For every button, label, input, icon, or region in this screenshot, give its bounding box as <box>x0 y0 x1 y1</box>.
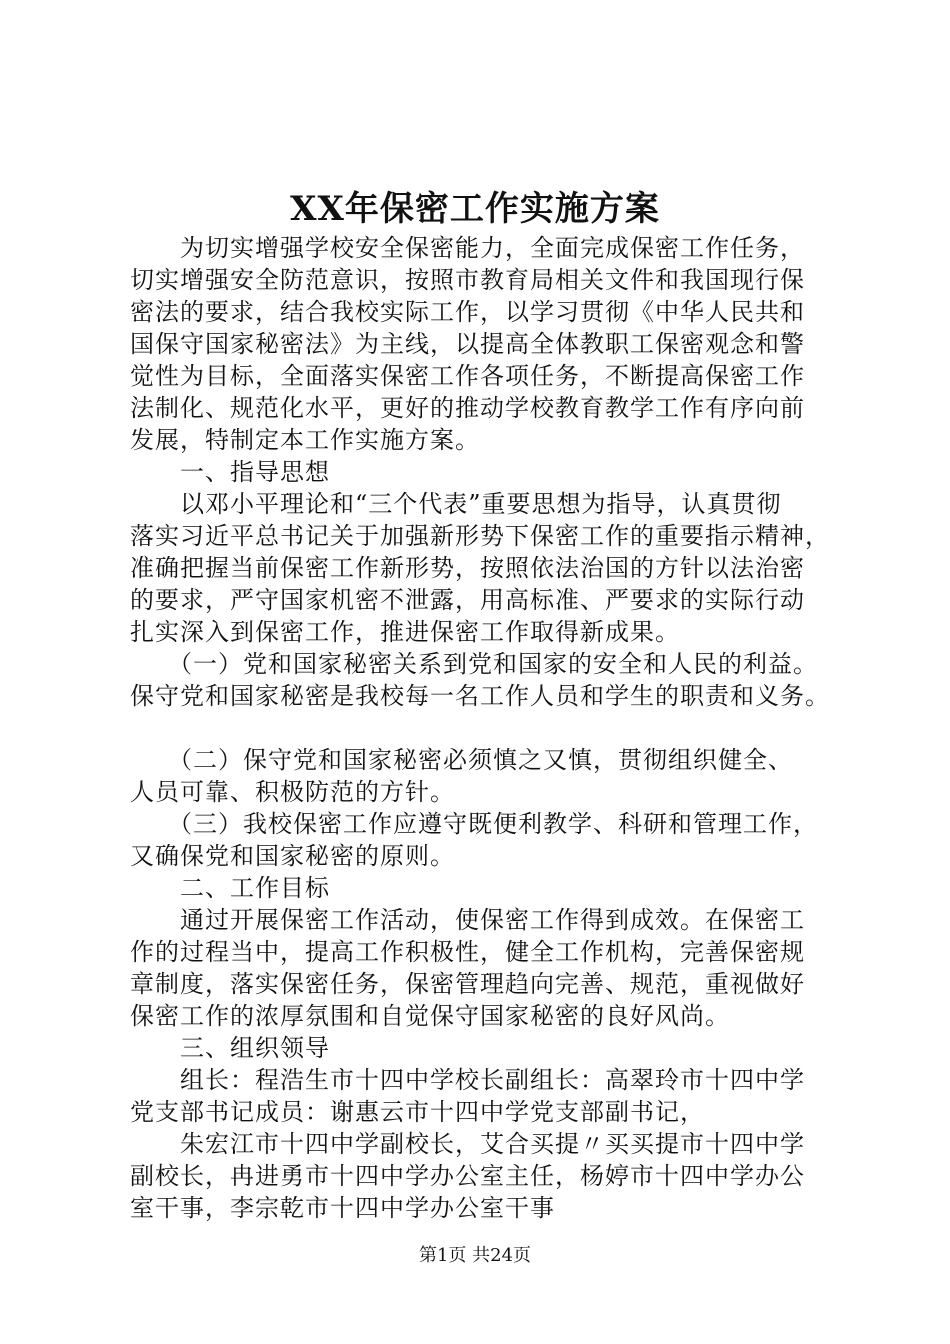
text-line: （三）我校保密工作应遵守既便利教学、科研和管理工作， <box>130 810 818 838</box>
text-line: 觉性为目标，全面落实保密工作各项任务，不断提高保密工作 <box>130 362 805 390</box>
blank-line <box>130 712 840 744</box>
text-line: 室干事，李宗乾市十四中学办公室干事 <box>130 1194 555 1222</box>
text-line: 密法的要求，结合我校实际工作，以学习贯彻《中华人民共和 <box>130 298 805 326</box>
section-heading: 三、组织领导 <box>130 1034 330 1062</box>
text-line: 组长：程浩生市十四中学校长副组长：高翠玲市十四中学 <box>130 1066 805 1094</box>
document-body <box>130 232 840 1224</box>
text-line: （一）党和国家秘密关系到党和国家的安全和人民的利益。 <box>130 650 818 678</box>
text-line: 法制化、规范化水平，更好的推动学校教育教学工作有序向前 <box>130 394 805 422</box>
text-line: 作的过程当中，提高工作积极性，健全工作机构，完善保密规 <box>130 938 805 966</box>
text-line: （二）保守党和国家秘密必须慎之又慎，贯彻组织健全、 <box>130 746 793 774</box>
text-line: 的要求，严守国家机密不泄露，用高标准、严要求的实际行动 <box>130 586 805 614</box>
text-line: 发展，特制定本工作实施方案。 <box>130 426 480 454</box>
text-line: 通过开展保密工作活动，使保密工作得到成效。在保密工 <box>130 906 805 934</box>
text-line: 又确保党和国家秘密的原则。 <box>130 842 455 870</box>
text-line: 副校长，冉进勇市十四中学办公室主任，杨婷市十四中学办公 <box>130 1162 805 1190</box>
text-line: 党支部书记成员：谢惠云市十四中学党支部副书记， <box>130 1098 705 1126</box>
text-line: 落实习近平总书记关于加强新形势下保密工作的重要指示精神， <box>130 522 830 550</box>
text-line: 章制度，落实保密任务，保密管理趋向完善、规范，重视做好 <box>130 970 805 998</box>
text-line: 保密工作的浓厚氛围和自觉保守国家秘密的良好风尚。 <box>130 1002 730 1030</box>
text-line: 保守党和国家秘密是我校每一名工作人员和学生的职责和义务。 <box>130 682 830 710</box>
text-line: 人员可靠、积极防范的方针。 <box>130 778 455 806</box>
text-line: 准确把握当前保密工作新形势，按照依法治国的方针以法治密 <box>130 554 805 582</box>
document-title: XX年保密工作实施方案 <box>290 189 660 229</box>
text-line: 扎实深入到保密工作，推进保密工作取得新成果。 <box>130 618 680 646</box>
page-number: 第1页 共24页 <box>418 1245 532 1266</box>
text-line: 国保守国家秘密法》为主线，以提高全体教职工保密观念和警 <box>130 330 805 358</box>
text-line: 切实增强安全防范意识，按照市教育局相关文件和我国现行保 <box>130 266 805 294</box>
section-heading: 二、工作目标 <box>130 874 330 902</box>
text-line: 以邓小平理论和“三个代表”重要思想为指导，认真贯彻 <box>130 490 782 518</box>
section-heading: 一、指导思想 <box>130 458 330 486</box>
text-line: 为切实增强学校安全保密能力，全面完成保密工作任务， <box>130 234 805 262</box>
text-line: 朱宏江市十四中学副校长，艾合买提〃买买提市十四中学 <box>130 1130 805 1158</box>
